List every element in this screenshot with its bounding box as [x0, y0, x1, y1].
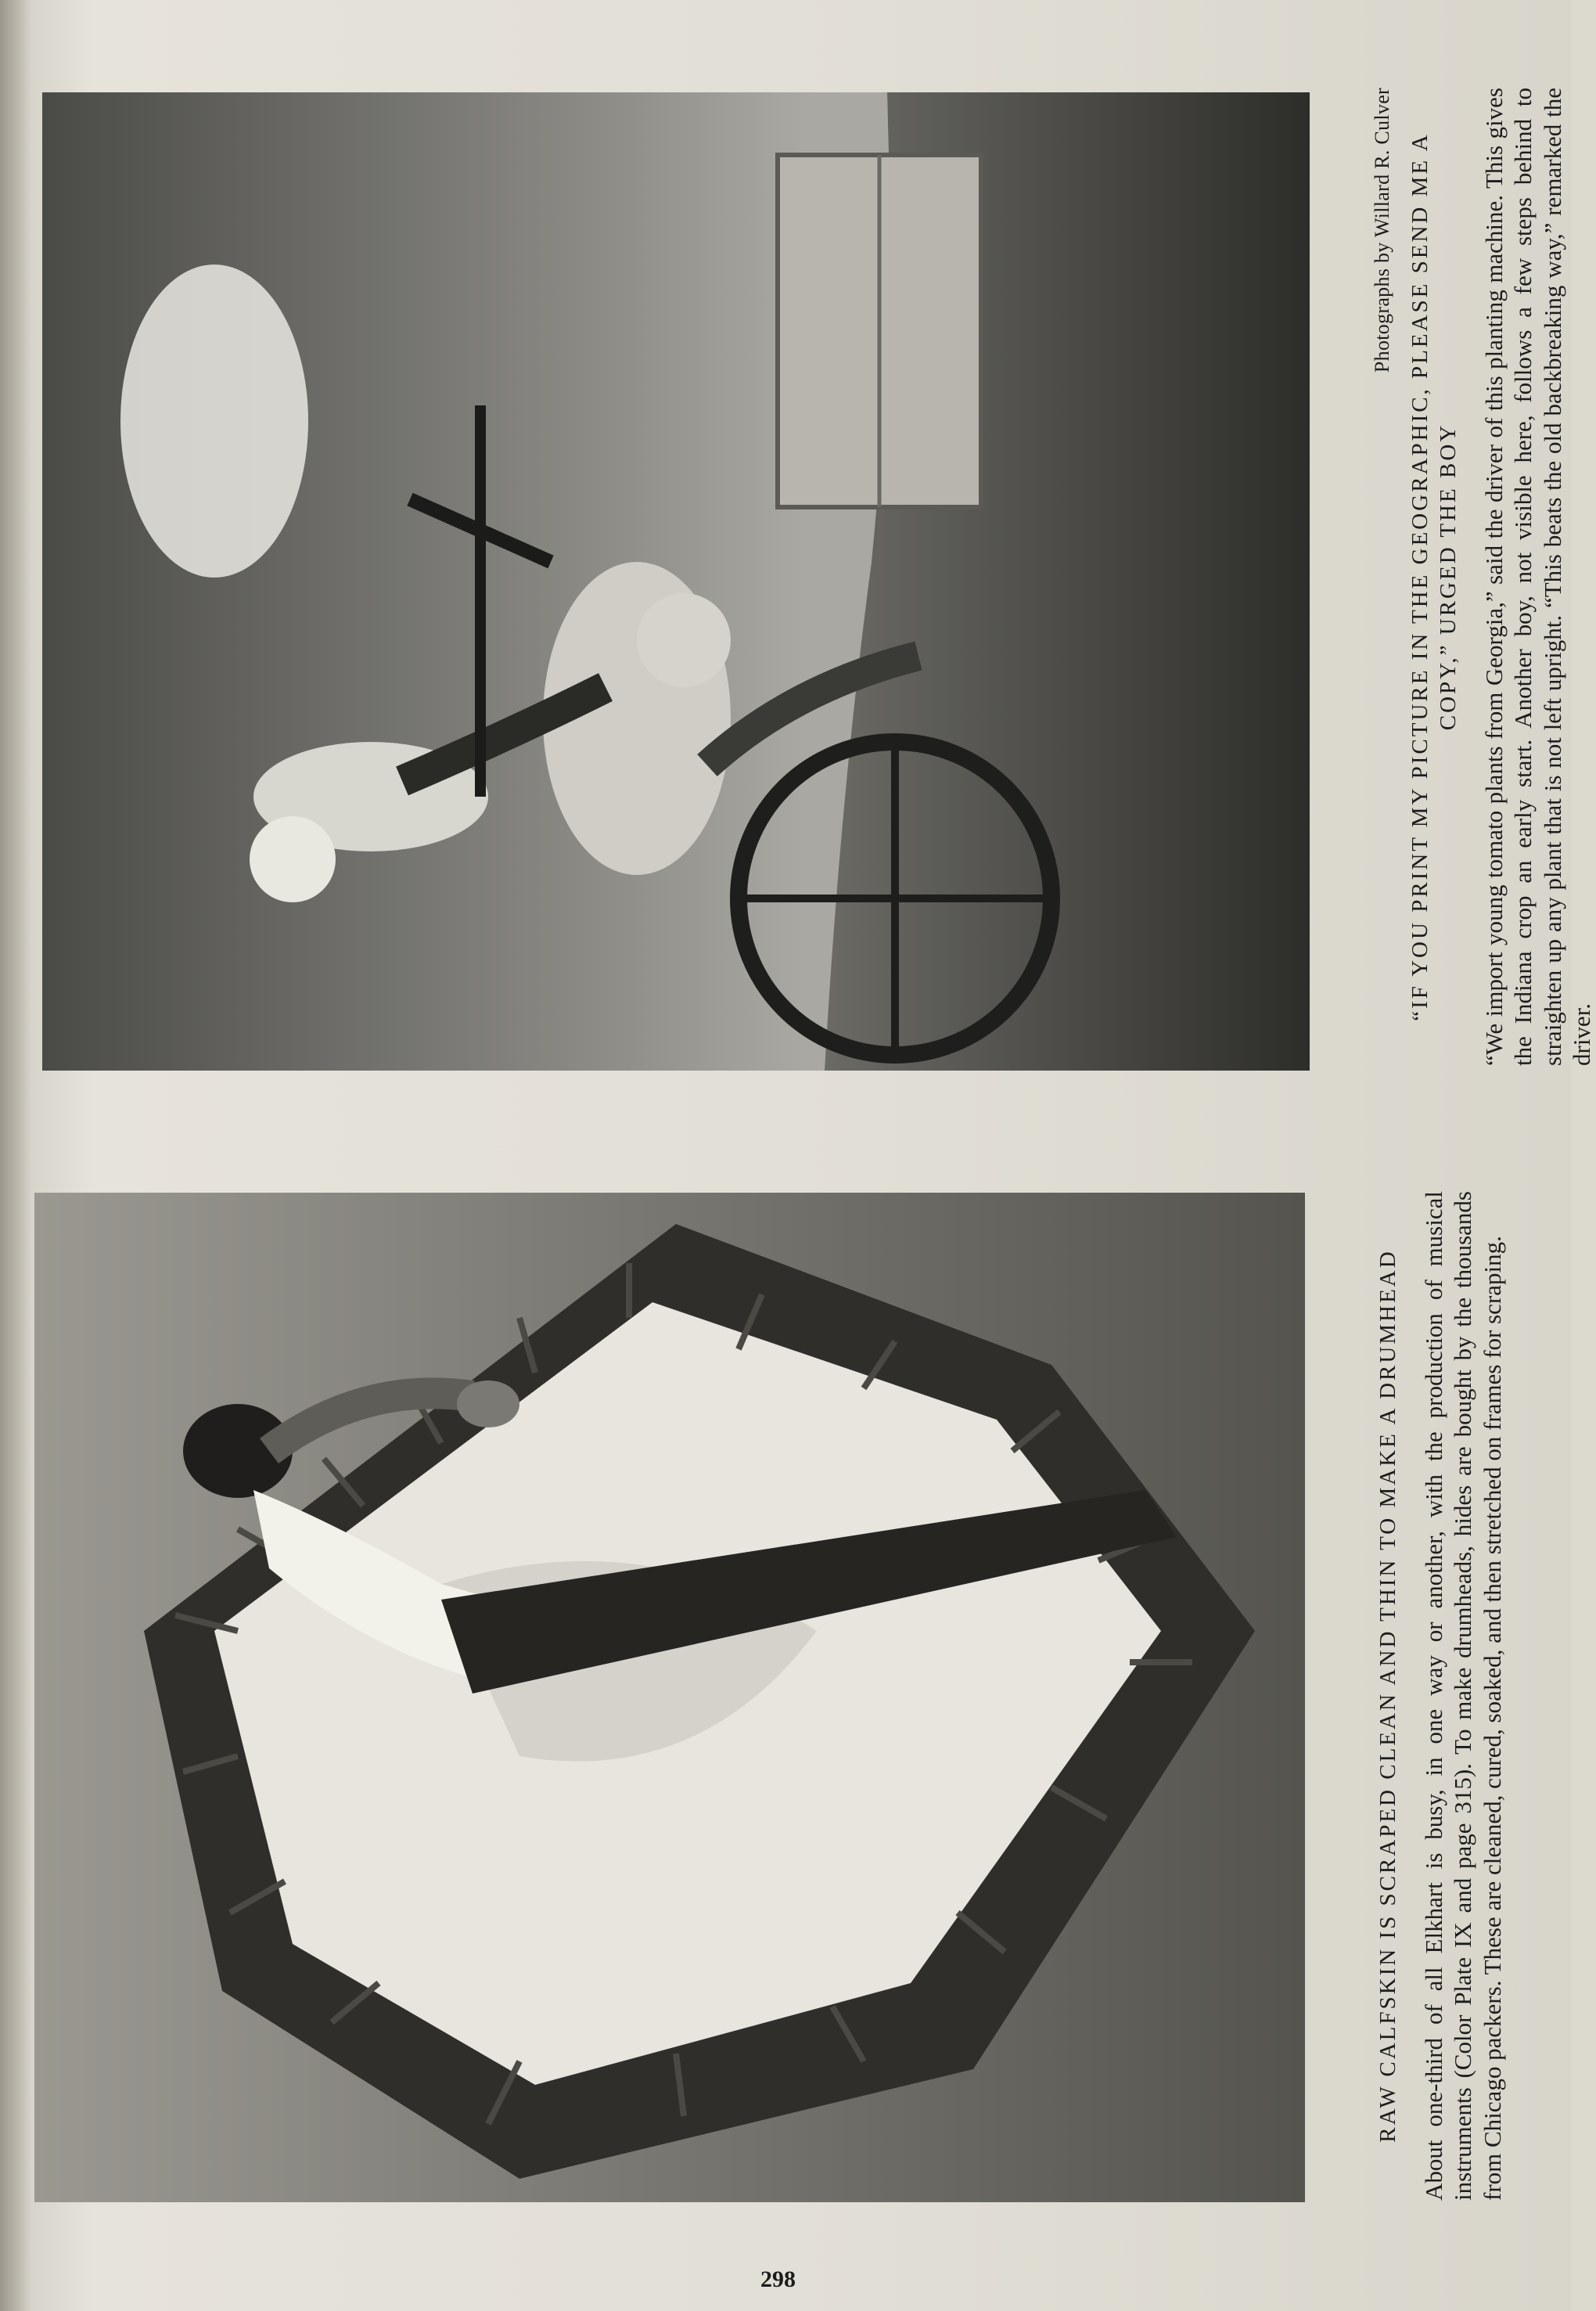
photo-tomato-planter-illustration: [42, 92, 1310, 1071]
calfskin-drumhead-photo: [34, 1193, 1305, 2202]
tomato-planter-body: “We import young tomato plants from Georgia,” said the driver of this planting machine. This gives the Indiana crop an early start. Another boy, not visible here, follows a few steps behind to straighten up any plant that is not left upright. “This beats the old backbreaking way,” remarked the driver.: [1480, 88, 1595, 1066]
tomato-planter-heading: “IF YOU PRINT MY PICTURE IN THE GEOGRAPHIC, PLEASE SEND ME A COPY,” URGED THE BOY: [1407, 132, 1461, 1021]
tomato-planter-caption: [1371, 88, 1596, 1066]
calfskin-body: About one-third of all Elkhart is busy, in one way or another, with the production of musical instruments (Color Plate IX and page 315). To make drumheads, hides are bought by the thousands from Chicago packers. These are cleaned, cured, soaked, and then stretched on frames for scraping.: [1420, 1191, 1506, 2201]
photo-credit: Photographs by Willard R. Culver: [1371, 88, 1393, 373]
tomato-planter-photo: [42, 92, 1310, 1071]
binding-shadow: [0, 0, 31, 2311]
photo-calfskin-frame-illustration: [34, 1193, 1305, 2202]
page-number: 298: [760, 2266, 796, 2292]
calfskin-caption: [1374, 1191, 1507, 2201]
calfskin-heading: RAW CALFSKIN IS SCRAPED CLEAN AND THIN TO MAKE A DRUMHEAD: [1375, 1249, 1400, 2143]
